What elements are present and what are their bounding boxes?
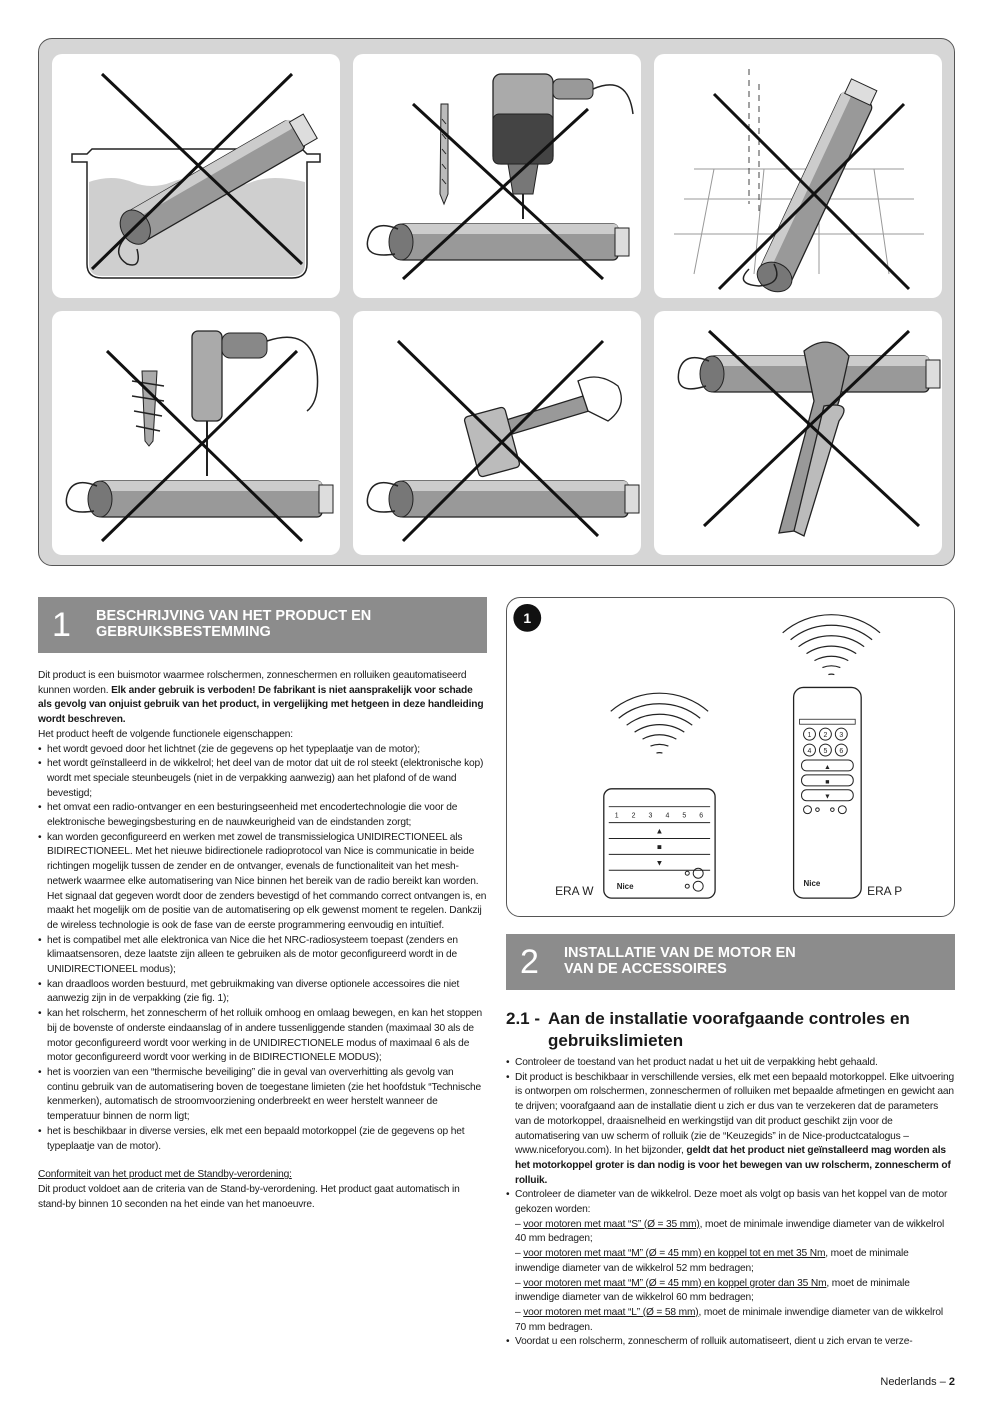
- warning-illustrations-frame: [38, 38, 955, 566]
- list-item: • het is beschikbaar in diverse versies, elk met een bepaald motorkoppel (zie de gegevens op het typeplaatje van de motor).: [38, 1125, 487, 1154]
- no-pliers-panel: [654, 311, 942, 555]
- checks-list: [506, 1056, 955, 1350]
- list-item: • kan het rolscherm, het zonnescherm of het rolluik omhoog en omlaag bewegen, en kan het stoppen bij de bovenste of onderste eindaanslag of in andere tussenliggende standen (maximaal 30 als de motor geconfigureerd wordt voor werking in de UNIDIRECTIONELE modus of maximaal 6 als de motor geconfigureerd wordt voor werking in de BIDIRECTIONELE MODUS);: [38, 1007, 487, 1066]
- channel-label: 2: [631, 812, 636, 820]
- section-2-header: [506, 934, 955, 990]
- era-p-label: ERA P: [867, 884, 903, 899]
- subsection-heading: 2.1 - Aan de installatie voorafgaande controles en gebruikslimieten: [506, 1009, 910, 1050]
- standby-heading: Conformiteit van het product met de Standby-verordening:: [38, 1169, 292, 1181]
- list-item: • Voordat u een rolscherm, zonnescherm of rolluik automatiseert, dient u zich ervan te verze-: [506, 1335, 955, 1350]
- list-item: • het wordt geïnstalleerd in de wikkelrol; het deel van de motor dat uit de rol steekt (elektronische kop) wordt met speciale steunbeugels (niet in de verpakking aanwezig) aan het plafond of de wand bevestigd;: [38, 757, 487, 801]
- list-item: • het wordt gevoed door het lichtnet (zie de gegevens op het typeplaatje van de motor);: [38, 743, 487, 758]
- section-1-body: [38, 669, 487, 1212]
- section-1-header: [38, 597, 487, 653]
- channel-label: 1: [614, 812, 619, 820]
- keypad-key: 5: [823, 748, 828, 756]
- features-list: [38, 743, 487, 1155]
- no-drilling-panel: [353, 54, 641, 298]
- up-arrow-icon: ▲: [823, 763, 831, 771]
- channel-label: 3: [648, 812, 653, 820]
- no-hammering-panel: [353, 311, 641, 555]
- keypad-key: 6: [839, 748, 844, 756]
- standby-text: Dit product voldoet aan de criteria van de Stand-by-verordening. Het product gaat automatisch in stand-by binnen 10 seconden na het einde van het manoeuvre.: [38, 1183, 460, 1210]
- signal-waves-icon: [783, 615, 880, 675]
- stop-icon: ■: [825, 778, 830, 786]
- keypad-key: 1: [807, 732, 812, 740]
- channel-label: 6: [699, 812, 704, 820]
- section-title: BESCHRIJVING VAN HET PRODUCT EN GEBRUIKSBESTEMMING: [96, 608, 372, 640]
- era-p-remote: [794, 687, 862, 898]
- channel-label: 4: [665, 812, 670, 820]
- era-w-remote: [604, 789, 715, 898]
- signal-waves-icon: [611, 693, 708, 753]
- section-number: 1: [52, 606, 71, 644]
- list-item: • kan worden geconfigureerd en werken met zowel de transmissielogica UNIDIRECTIONEEL als BIDIRECTIONEEL. Met het nieuwe bidirectionele radioprotocol van Nice is communicatie in beide richtingen mogelijk tussen de zender en de ontvanger, evenals de functionaliteit van het mesh-netwerk waarmee elke automatisering van Nice binnen het bereik van de radio bereikt kan worden. Het signaal dat gegeven wordt door de zenders bevestigd of het commando correct ontvangen is, en maakt het mogelijk om de positie van de automatisering op elk gewenst moment te regelen. Dankzij de wireless technologie is ook de fase van de eerste programmering eenvoudig en intuïtief.: [38, 831, 487, 934]
- up-arrow-icon: ▲: [655, 826, 664, 836]
- down-arrow-icon: ▼: [655, 858, 664, 868]
- figure-1-transmitters: [506, 597, 955, 917]
- keypad-key: 2: [823, 732, 828, 740]
- section-2-body: [506, 1056, 955, 1350]
- figure-badge-label: 1: [523, 609, 532, 626]
- list-item: • kan draadloos worden bestuurd, met gebruikmaking van diverse optionele accessoires die niet aanwezig zijn in de verpakking (zie fig. 1);: [38, 978, 487, 1007]
- list-item: • Dit product is beschikbaar in verschillende versies, elk met een bepaald motorkoppel. Elke uitvoering is ontworpen om rolschermen, zonneschermen of rolluiken met bepaalde afmetingen en gewicht aan te drijven; voorafgaand aan de installatie dient u zich er dus van te verzekeren dat de parameters van de motorkoppel, draaisnelheid en werkingstijd van dit product geschikt zijn voor de automatisering van uw scherm of rolluik (zie de “Keuzegids” in de Nice-productcatalogus – www.niceforyou.com). In het bijzonder, geldt dat het product niet geïnstalleerd mag worden als het motorkoppel groter is dan nodig is voor het bewegen van uw rolscherm, zonnescherm of rolluik.: [506, 1071, 955, 1189]
- keypad-key: 3: [839, 732, 844, 740]
- section-number: 2: [520, 943, 539, 981]
- no-screwing-panel: [52, 311, 340, 555]
- list-item: • het is voorzien van een “thermische beveiliging” die in geval van oververhitting als gevolg van continu gebruik van de automatisering boven de toegestane limieten (zie het hoofdstuk “Technische kenmerken), automatisch de stroomvoorziening onderbreekt en weer herstelt wanneer de temperatuur binnen de norm ligt;: [38, 1066, 487, 1125]
- keypad-key: 4: [807, 748, 812, 756]
- down-arrow-icon: ▼: [823, 793, 831, 801]
- list-item: • het is compatibel met alle elektronica van Nice die het NRC-radiosysteem toepast (zenders en klimaatsensoren, deze laatste zijn alleen te gebruiken als de motor geconfigureerd wordt in de UNIDIRECTIONEEL modus);: [38, 934, 487, 978]
- features-intro: Het product heeft de volgende functionele eigenschappen:: [38, 728, 293, 740]
- page-number: 2: [948, 1376, 955, 1388]
- intro-paragraph: Dit product is een buismotor waarmee rolschermen, zonneschermen en rolluiken geautomatiseerd kunnen worden. Elk ander gebruik is verboden! De fabrikant is niet aansprakelijk voor schade als gevolg van onjuist gebruik van het product, in vergelijking met hetgeen in deze handleiding wordt beschreven.: [38, 670, 484, 726]
- list-item: • Controleer de toestand van het product nadat u het uit de verpakking hebt gehaald.: [506, 1056, 955, 1071]
- list-item: • het omvat een radio-ontvanger en een besturingseenheid met encodertechnologie die voor de elektronische bewegingsbesturing en de nauwkeurigheid van de eindstanden zorgt;: [38, 801, 487, 830]
- section-title: INSTALLATIE VAN DE MOTOR EN VAN DE ACCESSOIRES: [564, 945, 796, 977]
- brand-logo: Nice: [803, 879, 821, 889]
- stop-icon: ■: [657, 842, 662, 852]
- channel-label: 5: [682, 812, 687, 820]
- no-water-panel: [52, 54, 340, 298]
- brand-logo: Nice: [616, 882, 634, 892]
- no-dropping-panel: [654, 54, 942, 298]
- era-w-label: ERA W: [555, 884, 594, 899]
- page-footer: Nederlands – 2: [880, 1376, 955, 1388]
- list-item: • Controleer de diameter van de wikkelrol. Deze moet als volgt op basis van het koppel van de motor gekozen worden: – voor motoren met maat “S” (Ø = 35 mm), moet de minimale inwendige diameter van de wikkelrol 40 mm bedragen; – voor motoren met maat “M” (Ø = 45 mm) en koppel tot en met 35 Nm, moet de minimale inwendige diameter van de wikkelrol 52 mm bedragen; – voor motoren met maat “M” (Ø = 45 mm) en koppel groter dan 35 Nm, moet de minimale inwendige diameter van de wikkelrol 60 mm bedragen; – voor motoren met maat “L” (Ø = 58 mm), moet de minimale inwendige diameter van de wikkelrol 70 mm bedragen.: [506, 1188, 955, 1335]
